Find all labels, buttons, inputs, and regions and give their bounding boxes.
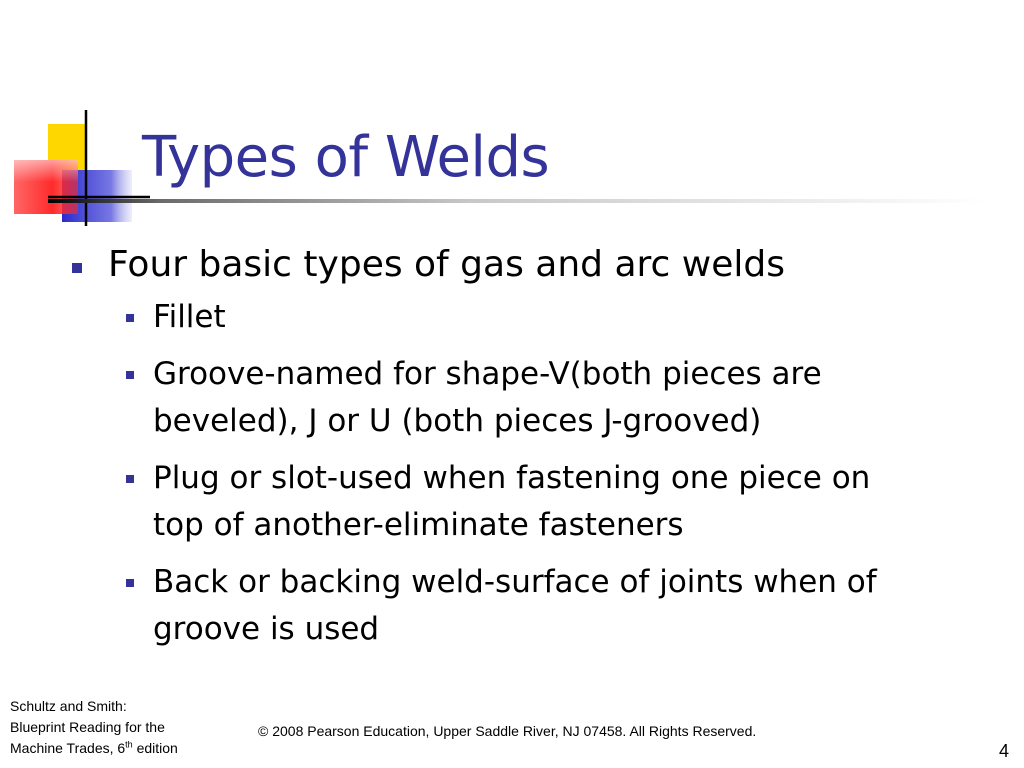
sub-bullet-text: Plug or slot-used when fastening one piece on top of another-eliminate fasteners xyxy=(153,460,871,543)
bullet-square-icon xyxy=(72,263,82,273)
sub-bullet-groove xyxy=(126,351,913,445)
sub-bullet-fillet xyxy=(126,294,913,341)
citation-line: Machine Trades, 6th edition xyxy=(10,739,178,756)
sub-bullet-text: Groove-named for shape-V(both pieces are beveled), J or U (both pieces J-grooved) xyxy=(153,356,822,439)
slide-body xyxy=(70,238,970,663)
bullet-square-icon xyxy=(126,314,134,322)
citation-line: Blueprint Reading for the xyxy=(10,719,165,735)
bullet-level1 xyxy=(70,238,970,292)
slide-title: Types of Welds xyxy=(142,125,550,190)
citation-line: Schultz and Smith: xyxy=(10,698,127,714)
sub-bullet-text: Back or backing weld-surface of joints when of groove is used xyxy=(153,564,877,647)
copyright-notice: © 2008 Pearson Education, Upper Saddle River, NJ 07458. All Rights Reserved. xyxy=(258,723,757,739)
slide-logo-decoration xyxy=(0,100,150,230)
sub-bullet-text: Fillet xyxy=(153,299,226,335)
bullet-text: Four basic types of gas and arc welds xyxy=(108,244,785,285)
sub-bullet-back-backing xyxy=(126,559,913,653)
sub-bullet-plug-slot xyxy=(126,455,913,549)
title-underline xyxy=(48,199,988,203)
bullet-square-icon xyxy=(126,475,134,483)
bullet-square-icon xyxy=(126,371,134,379)
bullet-square-icon xyxy=(126,579,134,587)
source-citation xyxy=(10,696,178,759)
page-number: 4 xyxy=(999,741,1010,761)
